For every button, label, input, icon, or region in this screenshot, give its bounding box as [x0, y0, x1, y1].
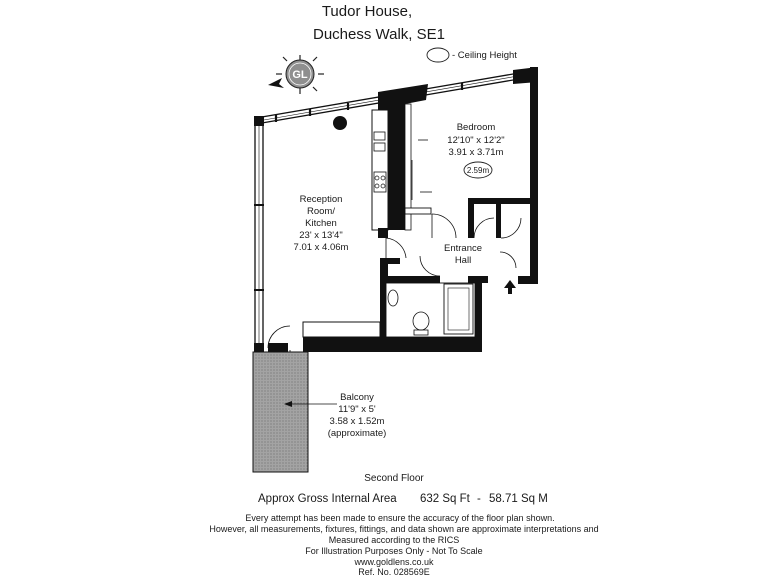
bathroom: [386, 283, 475, 337]
bedroom-name: Bedroom: [456, 122, 496, 133]
bedroom-metric: 3.91 x 3.71m: [448, 147, 504, 158]
floor-label: Second Floor: [364, 473, 424, 484]
bedroom-imperial: 12'10" x 12'2": [447, 135, 505, 146]
balcony-area: [253, 352, 337, 472]
interior-walls: [372, 84, 530, 284]
area-label: Approx Gross Internal Area: [258, 493, 397, 505]
entrance-arrow-icon: [504, 280, 516, 294]
reception-name-line3: Kitchen: [305, 218, 337, 229]
column: [333, 116, 347, 130]
balcony-metric: 3.58 x 1.52m: [329, 416, 385, 427]
property-title-line2: Duchess Walk, SE1: [313, 26, 445, 43]
balcony-imperial: 11'9" x 5': [338, 404, 376, 415]
bedroom-ceiling-height: 2.59m: [466, 166, 490, 175]
disclaimer-line-1: Every attempt has been made to ensure the accuracy of the floor plan shown.: [245, 513, 555, 523]
area-sqft: 632 Sq Ft: [420, 493, 470, 505]
compass-badge-text: GL: [292, 69, 308, 81]
property-title-line1: Tudor House,: [321, 3, 413, 20]
disclaimer-line-3: Measured according to the RICS: [328, 535, 460, 545]
reception-name-line1: Reception: [299, 194, 343, 205]
entrance-hall-line1: Entrance: [443, 243, 483, 254]
area-sqm: 58.71 Sq M: [489, 493, 548, 505]
reception-imperial: 23' x 13'4": [299, 230, 343, 241]
balcony-note: (approximate): [327, 428, 387, 439]
ceiling-height-legend-label: - Ceiling Height: [452, 50, 517, 61]
reference-number: Ref. No. 028569E: [358, 567, 430, 576]
reception-metric: 7.01 x 4.06m: [293, 242, 349, 253]
area-separator: -: [477, 493, 481, 505]
balcony-name: Balcony: [340, 392, 374, 403]
disclaimer-line-2: However, all measurements, fixtures, fittings, and data shown are approximate interpretations and: [209, 524, 599, 534]
website-url: www.goldlens.co.uk: [354, 557, 434, 567]
disclaimer-line-4: For Illustration Purposes Only - Not To Scale: [305, 546, 483, 556]
entrance-hall-line2: Hall: [454, 255, 472, 266]
reception-name-line2: Room/: [307, 206, 335, 217]
ceiling-height-legend-icon: [427, 48, 449, 62]
